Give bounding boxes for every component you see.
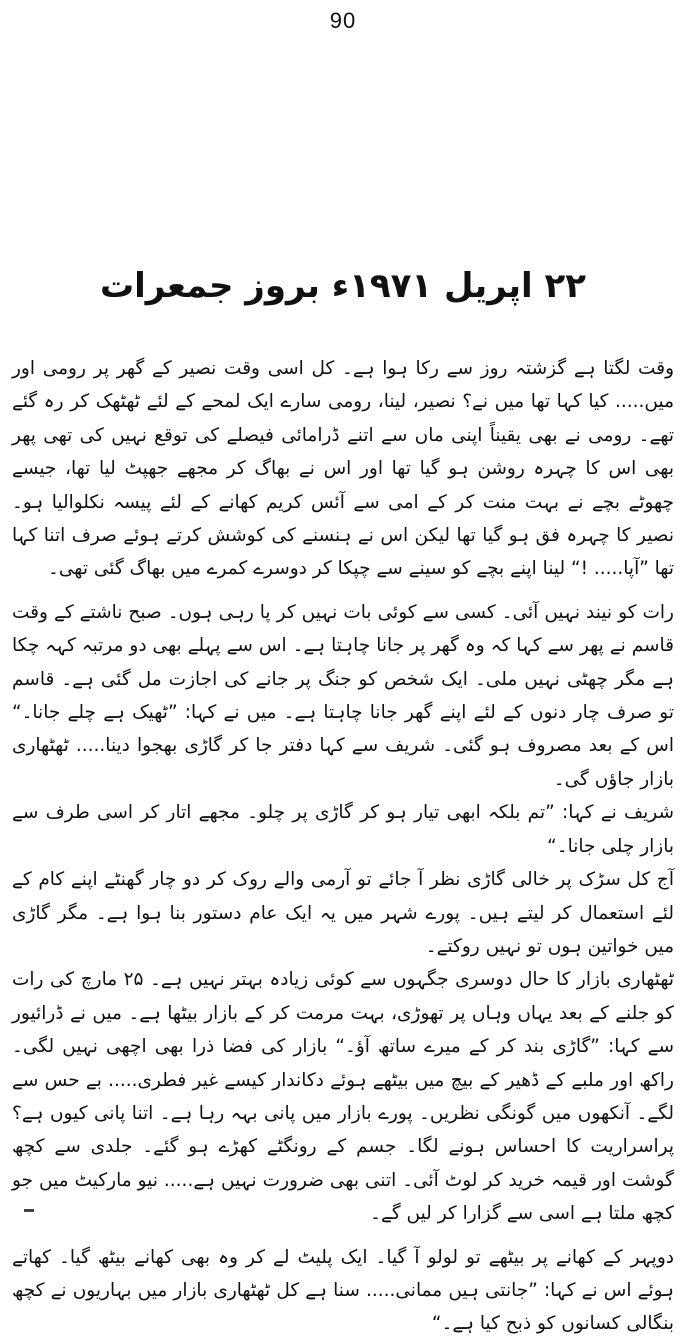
scan-mark <box>24 1209 34 1212</box>
paragraph: دوپہر کے کھانے پر بیٹھے تو لولو آ گیا۔ ایک پلیٹ لے کر وہ بھی کھانے بیٹھ گیا۔ کھاتے ہوئے اس نے کہا: ”جانتی ہیں ممانی..... سنا ہے کل ٹھٹھاری بازار میں بہاریوں نے کچھ بنگالی کسانوں کو ذبح کیا ہے۔“ <box>12 1246 674 1335</box>
body-text <box>12 352 674 1341</box>
paragraph: وقت لگتا ہے گزشتہ روز سے رکا ہوا ہے۔ کل اسی وقت نصیر کے گھر پر رومی اور میں..... کیا کہا تھا میں نے؟ نصیر، لینا، رومی سارے ایک لمحے کے لئے ٹھٹھک کر رہ گئے تھے۔ رومی نے بھی یقیناً اپنی ماں سے اتنے ڈرامائی فیصلے کی توقع نہیں کی تھی پھر بھی اس کا چہرہ روشن ہو گیا تھا اور اس نے بھاگ کر مجھے جھپٹ لیا تھا، جیسے چھوٹے بچے نے بہت منت کر کے امی سے آئس کریم کھانے کے لئے پیسہ نکلوالیا ہو۔ نصیر کا چہرہ فق ہو گیا تھا لیکن اس نے ہنسنے کی کوشش کرتے ہوئے صرف اتنا کہا تھا ”آپا..... !“ لینا اپنے بچے کو سینے سے چپکا کر دوسرے کمرے میں بھاگ گئی تھی۔ <box>12 358 674 580</box>
paragraph: ٹھٹھاری بازار کا حال دوسری جگہوں سے کوئی زیادہ بہتر نہیں ہے۔ ۲۵ مارچ کی رات کو جلنے کے بعد یہاں وہاں پر تھوڑی، بہت مرمت کر کے بازار بیٹھا ہے۔ میں نے ڈرائیور سے کہا: ”گاڑی بند کر کے میرے ساتھ آؤ۔“ بازار کی فضا ذرا بھی اچھی نہیں لگی۔ راکھ اور ملبے کے ڈھیر کے بیچ میں بیٹھے ہوئے دکاندار کیسے غیر فطری..... بے حس سے لگے۔ آنکھوں میں گونگی نظریں۔ پورے بازار میں پانی بہہ رہا ہے۔ اتنا پانی کیوں ہے؟ پراسراریت کا احساس ہونے لگا۔ جسم کے رونگٹے کھڑے ہو گئے۔ جلدی سے کچھ گوشت اور قیمہ خرید کر لوٹ آئی۔ اتنی بھی ضرورت نہیں ہے..... نیو مارکیٹ میں جو کچھ ملتا ہے اسی سے گزارا کر لیں گے۔ <box>12 969 675 1225</box>
paragraph: آج کل سڑک پر خالی گاڑی نظر آ جائے تو آرمی والے روک کر دو چار گھنٹے اپنے کام کے لئے استعمال کر لیتے ہیں۔ پورے شہر میں یہ ایک عام دستور بنا ہوا ہے۔ مگر گاڑی میں خواتین ہوں تو نہیں روکتے۔ <box>12 869 674 957</box>
chapter-heading: ۲۲ اپریل ۱۹۷۱ء بروز جمعرات <box>99 266 587 306</box>
paragraph: رات کو نیند نہیں آئی۔ کسی سے کوئی بات نہیں کر پا رہی ہوں۔ صبح ناشتے کے وقت قاسم نے پھر سے کہا کہ وہ گھر پر جانا چاہتا ہے۔ اس سے پہلے بھی دو مرتبہ کہہ چکا ہے مگر چھٹی نہیں ملی۔ ایک شخص کو جنگ پر جانے کی اجازت مل گئی ہے۔ قاسم تو صرف چار دنوں کے لئے اپنے گھر جانا چاہتا ہے۔ میں نے کہا: ”ٹھیک ہے چلے جانا۔“ اس کے بعد مصروف ہو گئی۔ شریف سے کہا دفتر جا کر گاڑی بھجوا دینا..... ٹھٹھاری بازار جاؤں گی۔ <box>12 601 674 790</box>
page-number: 90 <box>329 8 357 33</box>
paragraph: شریف نے کہا: ”تم بلکہ ابھی تیار ہو کر گاڑی پر چلو۔ مجھے اتار کر اسی طرف سے بازار چلی جانا۔“ <box>12 802 674 857</box>
